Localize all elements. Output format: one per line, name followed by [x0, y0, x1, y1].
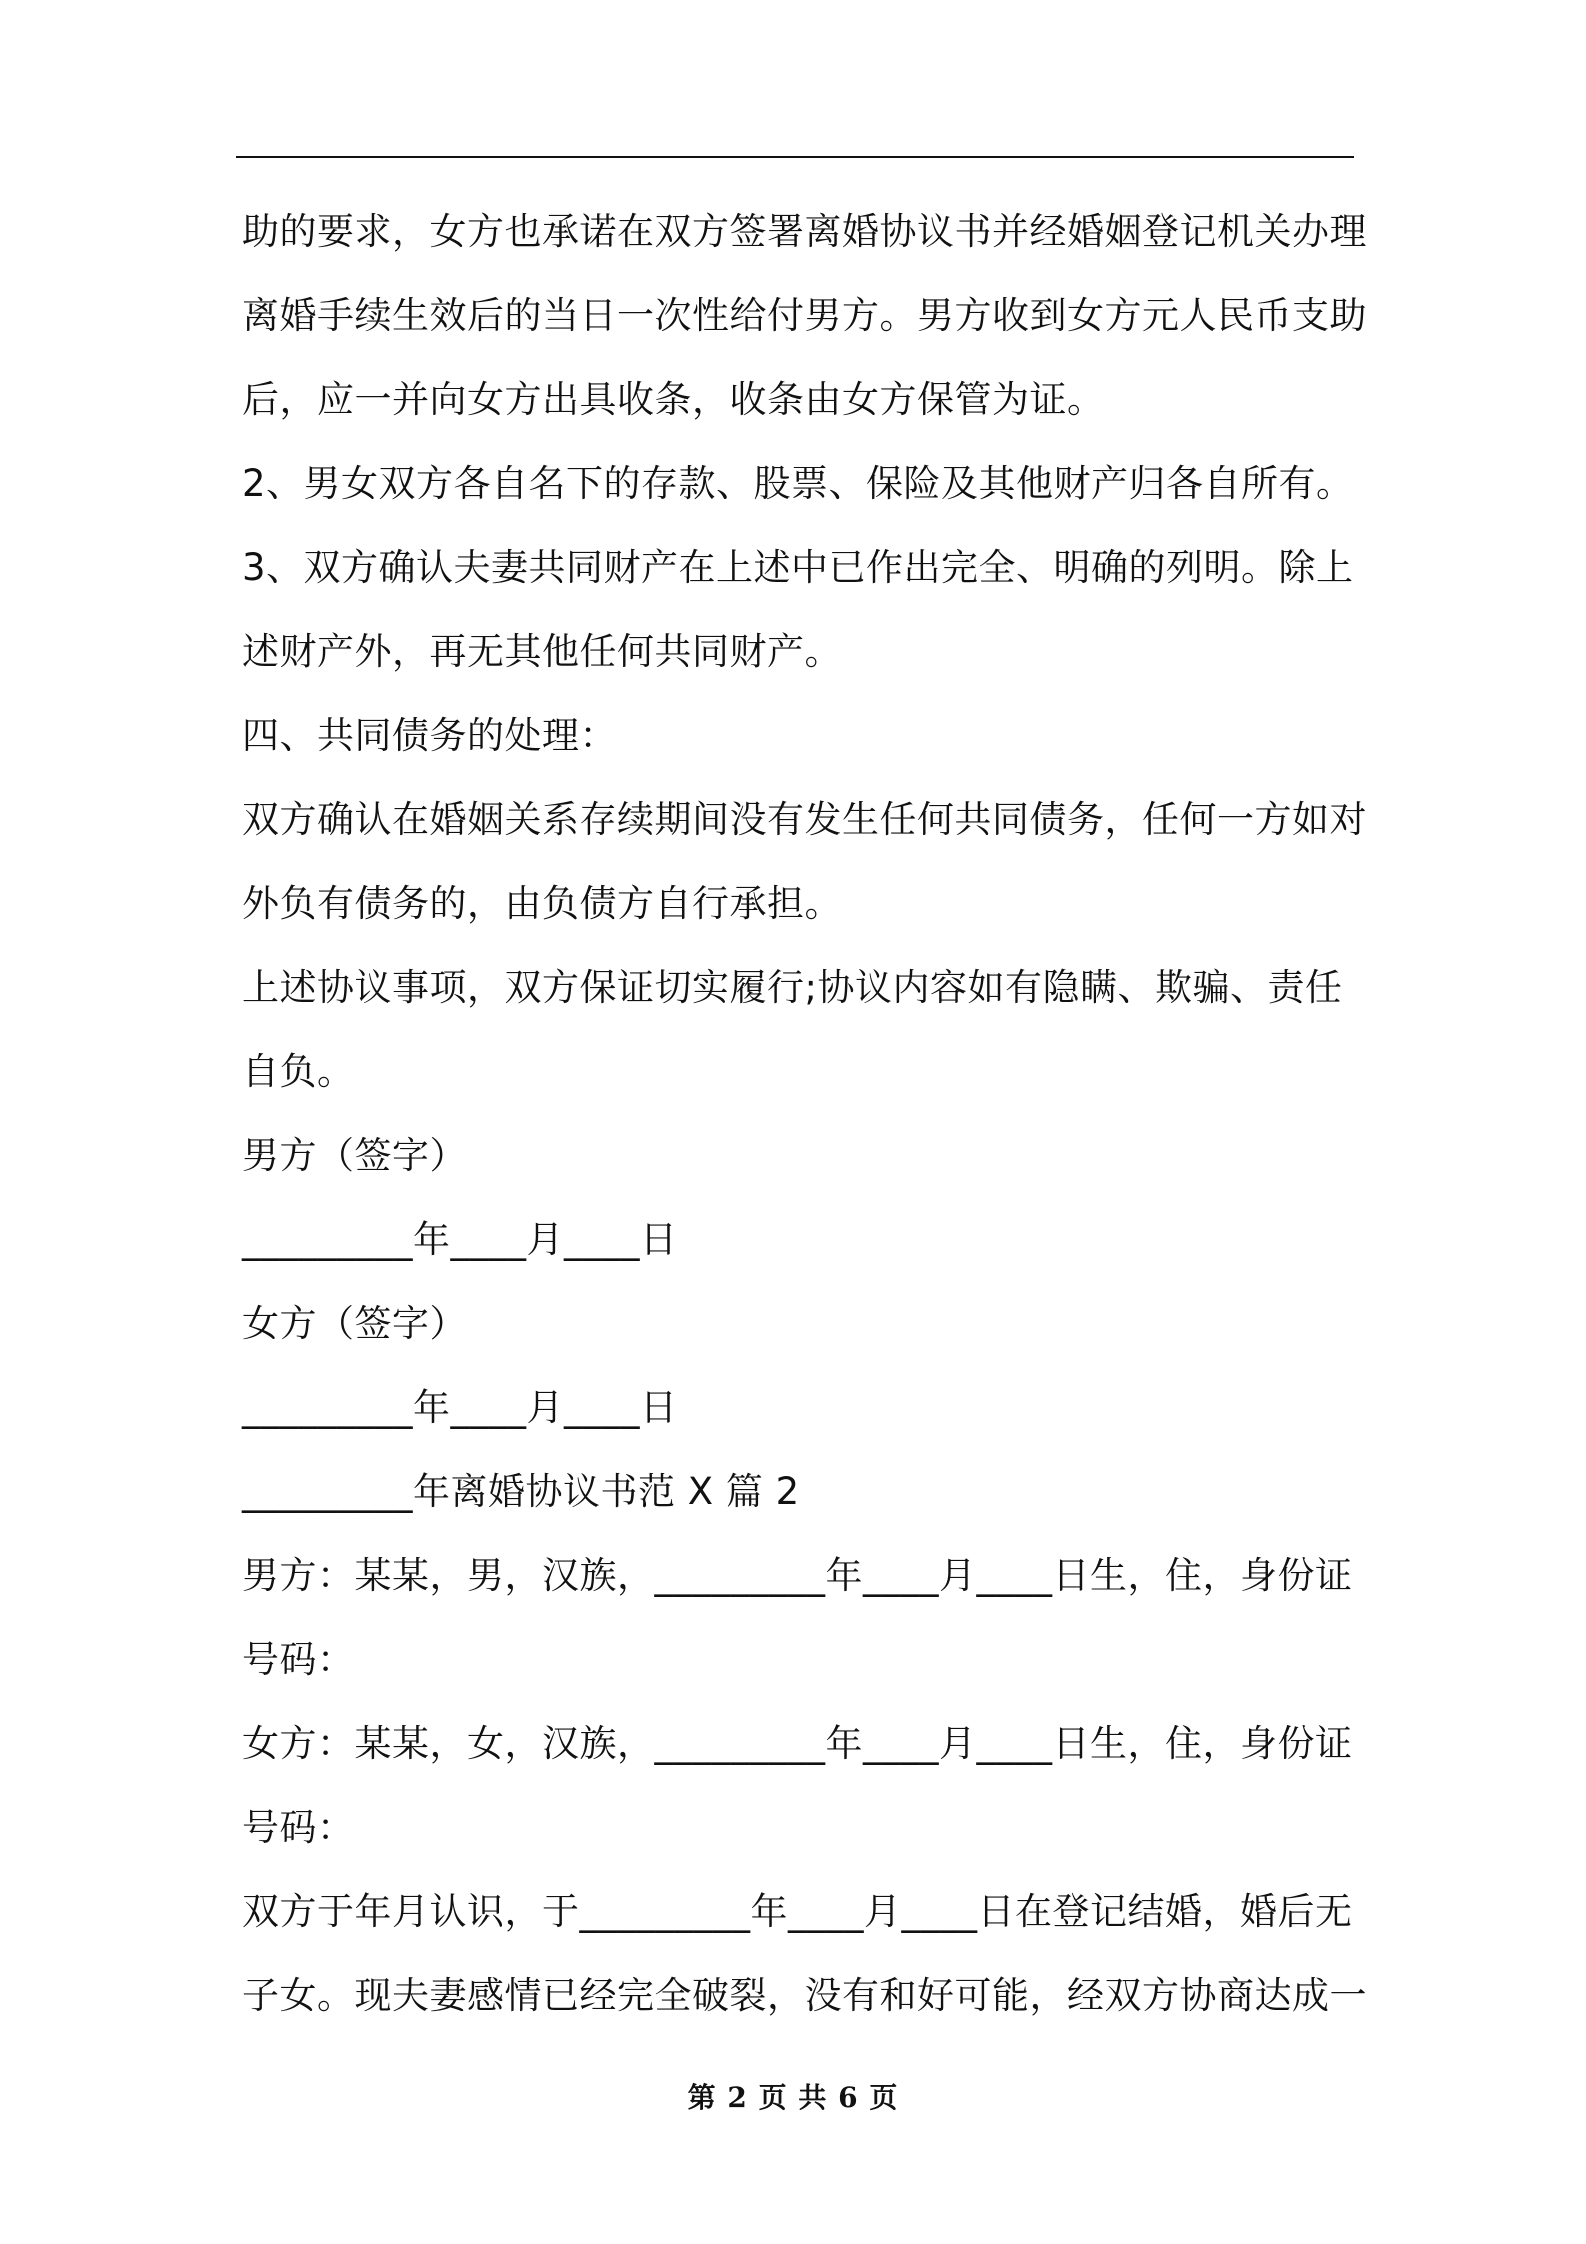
female-signature-date: _________年____月____日 — [242, 1386, 678, 1429]
male-signature-label: 男方（签字） — [242, 1134, 467, 1177]
text-line: 子女。现夫妻感情已经完全破裂，没有和好可能，经双方协商达成一 — [242, 1974, 1367, 2017]
document-body — [242, 190, 1367, 2038]
text-line: 号码： — [242, 1806, 355, 1849]
text-line: 女方：某某，女，汉族，_________年____月____日生，住，身份证 — [242, 1722, 1353, 1765]
text-line: 3、双方确认夫妻共同财产在上述中已作出完全、明确的列明。除上 — [242, 546, 1354, 589]
male-signature-date: _________年____月____日 — [242, 1218, 678, 1261]
section-title: _________年离婚协议书范 X 篇 2 — [242, 1470, 800, 1513]
text-line: 述财产外，再无其他任何共同财产。 — [242, 630, 842, 673]
text-line: 号码： — [242, 1638, 355, 1681]
text-line: 离婚手续生效后的当日一次性给付男方。男方收到女方元人民币支助 — [242, 294, 1367, 337]
page-number: 第 2 页 共 6 页 — [687, 2081, 899, 2114]
female-signature-label: 女方（签字） — [242, 1302, 467, 1345]
section-heading: 四、共同债务的处理： — [242, 714, 617, 757]
text-line: 后，应一并向女方出具收条，收条由女方保管为证。 — [242, 378, 1105, 421]
text-line: 上述协议事项，双方保证切实履行;协议内容如有隐瞒、欺骗、责任 — [242, 966, 1343, 1009]
text-line: 男方：某某，男，汉族，_________年____月____日生，住，身份证 — [242, 1554, 1353, 1597]
text-line: 助的要求，女方也承诺在双方签署离婚协议书并经婚姻登记机关办理 — [242, 210, 1367, 253]
text-line: 双方确认在婚姻关系存续期间没有发生任何共同债务，任何一方如对 — [242, 798, 1367, 841]
text-line: 双方于年月认识，于_________年____月____日在登记结婚，婚后无 — [242, 1890, 1353, 1933]
text-line: 外负有债务的，由负债方自行承担。 — [242, 882, 842, 925]
text-line: 2、男女双方各自名下的存款、股票、保险及其他财产归各自所有。 — [242, 462, 1354, 505]
text-line: 自负。 — [242, 1050, 355, 1093]
header-divider — [236, 156, 1354, 158]
